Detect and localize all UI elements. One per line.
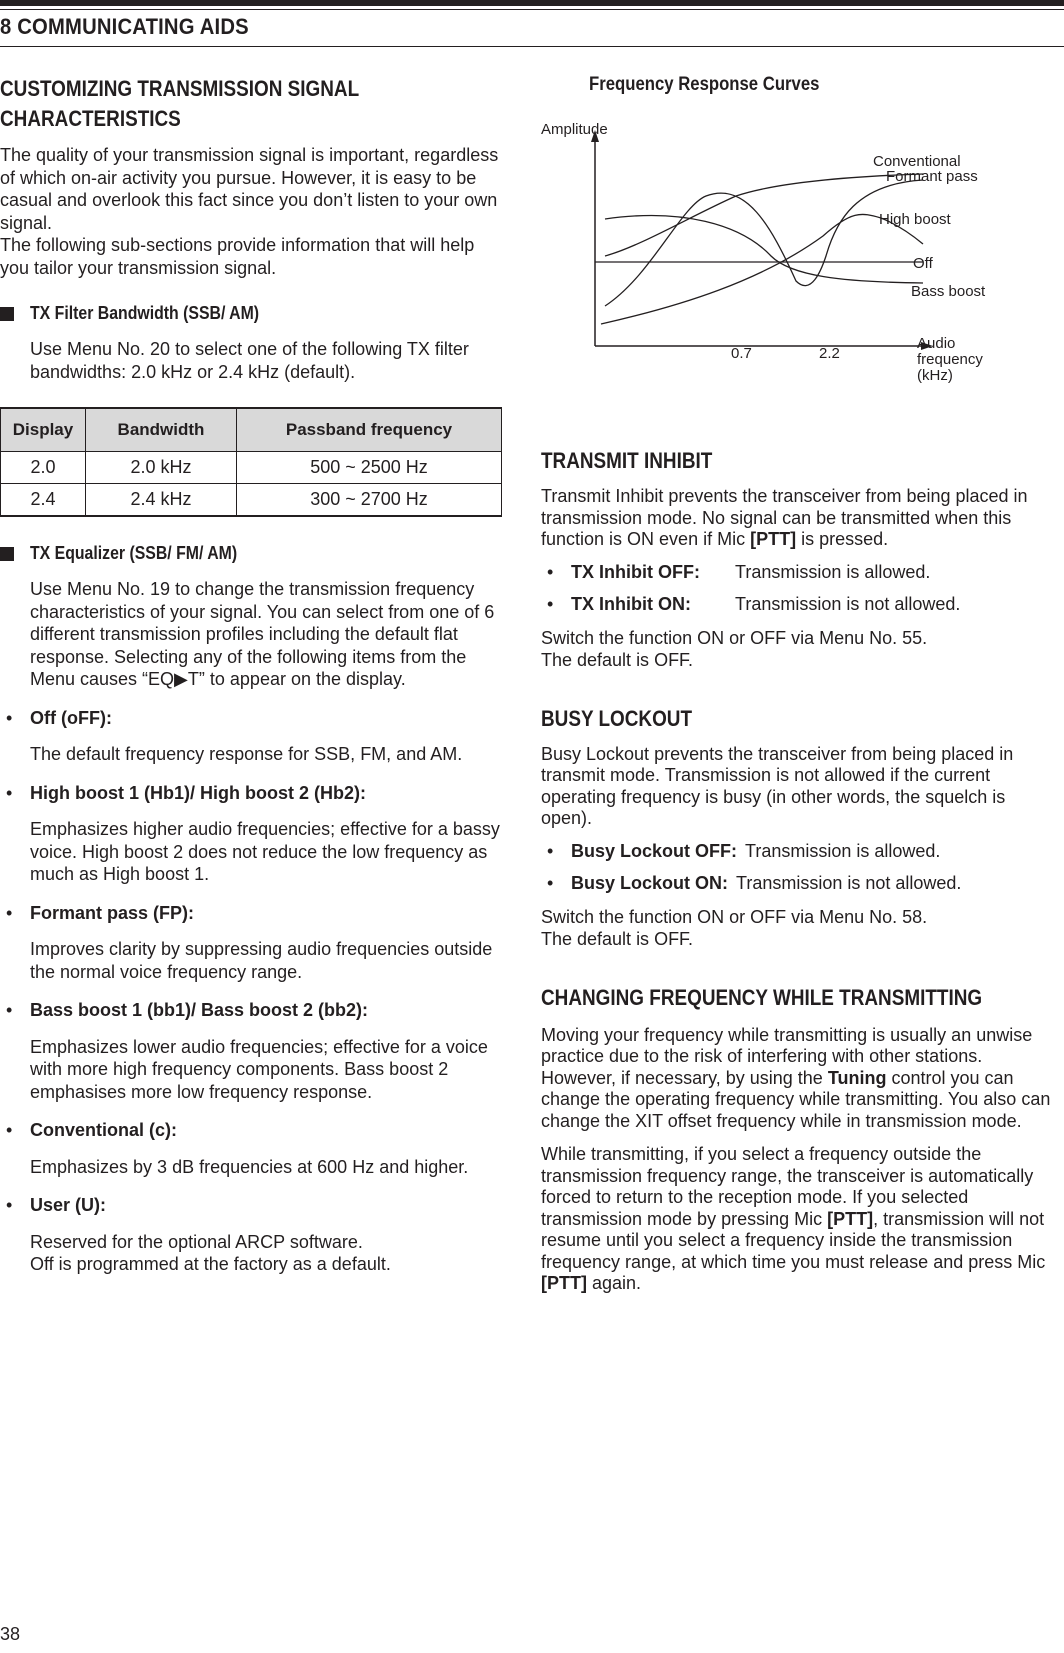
item-desc: Emphasizes higher audio frequencies; effective for a bassy voice. High boost 2 does not reduce the low frequency as much as High boost 1. [30, 819, 500, 884]
item-label: Off (oFF): [30, 707, 112, 728]
filter-title: TX Filter Bandwidth (SSB/ AM) [30, 303, 260, 323]
item-desc-2: Off is programmed at the factory as a default. [30, 1254, 391, 1274]
ptt-key-ref: [PTT] [541, 1273, 587, 1293]
item-label: TX Inhibit OFF: [571, 561, 700, 582]
intro-paragraph-2: The following sub-sections provide information that will help you tailor your transmission signal. [0, 235, 475, 278]
header-rule [0, 46, 1064, 47]
square-bullet-icon [0, 307, 14, 321]
changing-frequency-title: CHANGING FREQUENCY WHILE TRANSMITTING [541, 984, 983, 1010]
filter-text: Use Menu No. 20 to select one of the following TX filter bandwidths: 2.0 kHz or 2.4 kHz (default). [30, 339, 469, 382]
busy-note: Switch the function ON or OFF via Menu No. 58. [541, 906, 928, 927]
inhibit-text-part: is pressed. [796, 529, 889, 549]
transmit-inhibit-title: TRANSMIT INHIBIT [541, 448, 713, 473]
list-item [541, 593, 1061, 615]
item-desc: Emphasizes by 3 dB frequencies at 600 Hz and higher. [30, 1156, 469, 1177]
busy-lockout-title: BUSY LOCKOUT [541, 705, 693, 731]
list-item [0, 782, 502, 805]
chapter-header: 8 COMMUNICATING AIDS [0, 14, 249, 39]
top-rule-thick [0, 0, 1064, 6]
square-bullet-icon [0, 547, 14, 561]
table-cell: 500 ~ 2500 Hz [237, 452, 502, 484]
busy-default: The default is OFF. [541, 929, 694, 949]
item-label: Formant pass (FP): [30, 902, 195, 923]
label-bass-boost: Bass boost [911, 283, 986, 300]
list-item [0, 902, 502, 925]
bullet-dot: • [6, 902, 13, 923]
curve-bass-boost [605, 216, 923, 283]
curve-high-boost [601, 214, 923, 324]
paragraph-part: While transmitting, if you select a frequency outside the transmission frequency range, the transceiver is automatically forced to return to the reception mode. If you selected transmission mode by pressing Mic [541, 1144, 1034, 1229]
table-header: Display [1, 408, 86, 452]
list-item [541, 872, 1061, 894]
changing-paragraph-2 [541, 1144, 1061, 1295]
paragraph-part: control you can change the operating frequency while transmitting. You also can change the XIT offset frequency while in transmission mode. [541, 1067, 1051, 1131]
right-column [541, 74, 1061, 1295]
bullet-dot: • [547, 593, 554, 614]
intro-paragraph: The quality of your transmission signal is important, regardless of which on-air activity you pursue. However, it is easy to be casual and overlook this fact since you don’t listen to your own signal. [0, 145, 499, 233]
eq-title: TX Equalizer (SSB/ FM/ AM) [30, 543, 238, 563]
tuning-control-ref: Tuning [827, 1067, 887, 1088]
label-formant-pass: Formant pass [886, 168, 978, 185]
inhibit-note: Switch the function ON or OFF via Menu No. 55. [541, 627, 928, 648]
tick-label: 2.2 [819, 345, 840, 362]
item-label: High boost 1 (Hb1)/ High boost 2 (Hb2): [30, 782, 366, 803]
inhibit-text [541, 486, 1061, 551]
paragraph-part: again. [586, 1273, 642, 1293]
inhibit-default: The default is OFF. [541, 650, 694, 670]
tick-label: 0.7 [731, 345, 752, 362]
frequency-response-svg [541, 96, 1031, 386]
list-item [541, 561, 1061, 583]
bullet-dot: • [6, 1195, 13, 1215]
label-conventional: Conventional [873, 153, 961, 170]
bullet-dot: • [6, 707, 13, 728]
ptt-key-ref: [PTT] [827, 1208, 874, 1229]
list-item [541, 840, 1061, 862]
table-cell: 300 ~ 2700 Hz [237, 484, 502, 517]
bandwidth-table [0, 407, 502, 517]
item-desc: The default frequency response for SSB, FM, and AM. [30, 744, 463, 764]
table-cell: 2.4 [1, 484, 86, 517]
list-item [0, 1119, 502, 1142]
table-header: Passband frequency [237, 408, 502, 452]
item-label: Conventional (c): [30, 1120, 177, 1140]
item-label: Busy Lockout OFF: [571, 840, 737, 861]
table-header-row [1, 408, 502, 452]
x-axis-label: (kHz) [917, 367, 953, 384]
table-cell: 2.0 kHz [86, 452, 237, 484]
eq-subsection-heading [0, 543, 502, 564]
left-column [0, 74, 502, 1276]
x-axis-label: Audio [917, 335, 956, 352]
item-text: Transmission is allowed. [745, 840, 941, 861]
transmit-inhibit-section [541, 486, 1061, 1295]
list-item [0, 1194, 502, 1217]
item-label: Busy Lockout ON: [571, 872, 729, 893]
changing-paragraph-1 [541, 1025, 1061, 1133]
item-desc: Improves clarity by suppressing audio frequencies outside the normal voice frequency range. [30, 939, 493, 982]
table-row [1, 452, 502, 484]
figure-title: Frequency Response Curves [589, 74, 820, 95]
list-item [0, 707, 502, 730]
table-cell: 2.4 kHz [86, 484, 237, 517]
table-cell: 2.0 [1, 452, 86, 484]
paragraph-part: , transmission will not resume until you select a frequency inside the transmission frequency range, at which time you must release and press Mic [541, 1208, 1046, 1272]
bullet-dot: • [6, 1000, 13, 1020]
bullet-dot: • [6, 1120, 13, 1140]
section-title-line1: CUSTOMIZING TRANSMISSION SIGNAL [0, 76, 360, 101]
bullet-dot: • [6, 782, 13, 803]
bullet-dot: • [547, 872, 554, 893]
section-title-line2: CHARACTERISTICS [0, 106, 181, 131]
paragraph-part: Moving your frequency while transmitting is usually an unwise practice due to the risk of interfering with other stations. However, if necessary, by using the [541, 1024, 1033, 1088]
item-text: Transmission is not allowed. [735, 593, 961, 614]
inhibit-text-part: Transmit Inhibit prevents the transceiver from being placed in transmission mode. No signal can be transmitted when this function is ON even if Mic [541, 486, 1028, 549]
bullet-dot: • [547, 561, 554, 582]
top-rule-thin [0, 9, 1064, 10]
ptt-key-ref: [PTT] [750, 529, 797, 549]
frequency-response-figure [541, 96, 1031, 386]
x-axis-label: frequency [917, 351, 983, 368]
item-text: Transmission is not allowed. [736, 872, 962, 893]
filter-subsection-heading [0, 303, 502, 324]
item-text: Transmission is allowed. [735, 561, 931, 582]
curve-formant-pass [605, 180, 923, 306]
item-desc: Reserved for the optional ARCP software. [30, 1231, 363, 1252]
list-item [0, 999, 502, 1022]
item-label: Bass boost 1 (bb1)/ Bass boost 2 (bb2): [30, 1000, 369, 1020]
y-axis-label: Amplitude [541, 121, 608, 138]
label-off: Off [913, 255, 933, 272]
item-label: User (U): [30, 1195, 107, 1215]
eq-text: Use Menu No. 19 to change the transmission frequency characteristics of your signal. You can select from one of 6 different transmission profiles including the default flat response. Selecting any of the following items from the Menu causes “EQ▶T” to appear on the display. [30, 579, 495, 689]
item-desc: Emphasizes lower audio frequencies; effective for a voice with more high frequency components. Bass boost 2 emphasises more low frequency response. [30, 1036, 488, 1102]
bullet-dot: • [547, 840, 554, 861]
label-high-boost: High boost [879, 211, 951, 228]
table-row [1, 484, 502, 517]
table-header: Bandwidth [86, 408, 237, 452]
item-label: TX Inhibit ON: [571, 593, 691, 614]
page-number: 38 [0, 1624, 21, 1644]
busy-text: Busy Lockout prevents the transceiver from being placed in transmit mode. Transmission is not allowed if the current operating frequency is busy (in other words, the squelch is open). [541, 743, 1014, 828]
